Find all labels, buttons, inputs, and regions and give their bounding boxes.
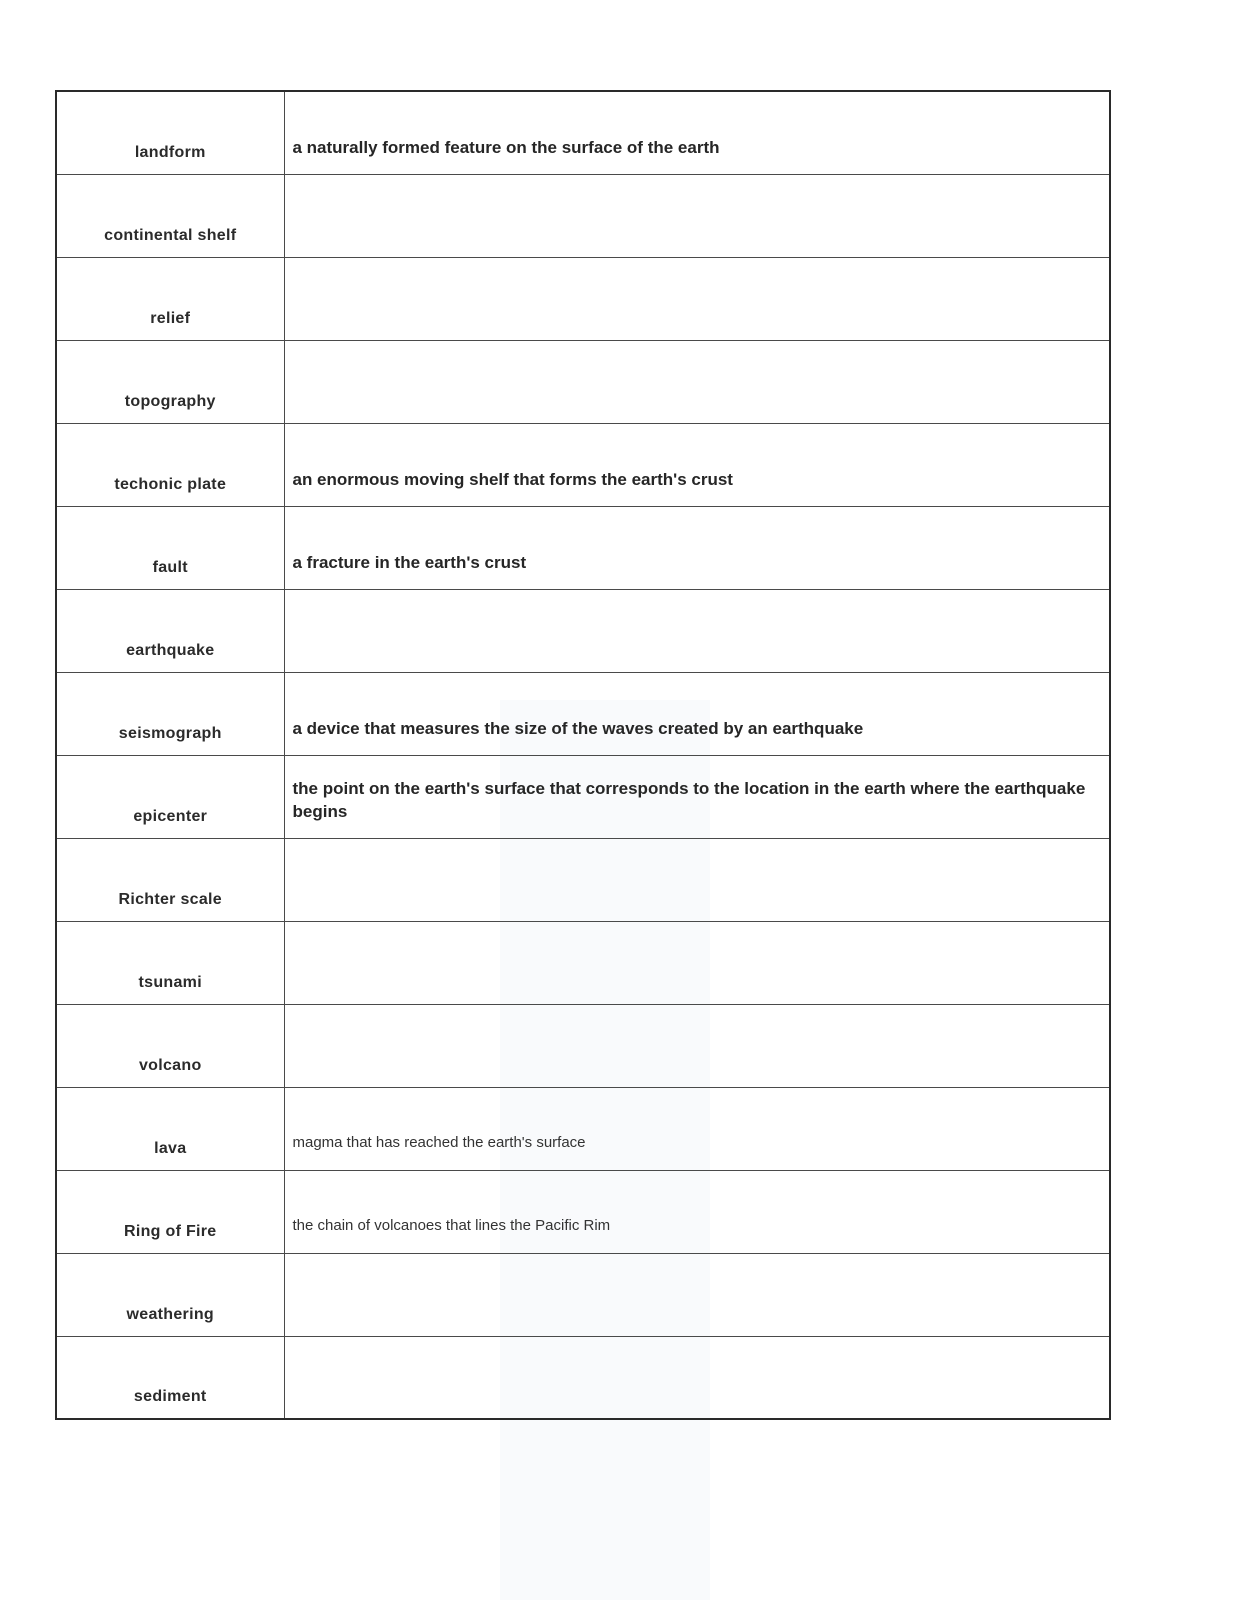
term-cell: lava bbox=[56, 1087, 284, 1170]
term-cell: volcano bbox=[56, 1004, 284, 1087]
definition-cell: an enormous moving shelf that forms the earth's crust bbox=[284, 423, 1110, 506]
definition-cell bbox=[284, 589, 1110, 672]
table-row bbox=[56, 755, 1110, 838]
term-cell: relief bbox=[56, 257, 284, 340]
term-cell: continental shelf bbox=[56, 174, 284, 257]
definition-cell: a fracture in the earth's crust bbox=[284, 506, 1110, 589]
table-row bbox=[56, 589, 1110, 672]
table-row bbox=[56, 672, 1110, 755]
table-row bbox=[56, 1004, 1110, 1087]
term-cell: weathering bbox=[56, 1253, 284, 1336]
term-cell: earthquake bbox=[56, 589, 284, 672]
table-row bbox=[56, 423, 1110, 506]
definition-cell bbox=[284, 1004, 1110, 1087]
term-cell: fault bbox=[56, 506, 284, 589]
table-row bbox=[56, 838, 1110, 921]
definition-cell: the point on the earth's surface that corresponds to the location in the earth where the earthquake begins bbox=[284, 755, 1110, 838]
table-row bbox=[56, 921, 1110, 1004]
table-row bbox=[56, 1253, 1110, 1336]
definition-cell bbox=[284, 921, 1110, 1004]
vocabulary-table bbox=[55, 90, 1111, 1420]
table-row bbox=[56, 340, 1110, 423]
term-cell: tsunami bbox=[56, 921, 284, 1004]
definition-cell bbox=[284, 174, 1110, 257]
table-row bbox=[56, 91, 1110, 174]
definition-cell bbox=[284, 838, 1110, 921]
table-row bbox=[56, 506, 1110, 589]
definition-cell: magma that has reached the earth's surface bbox=[284, 1087, 1110, 1170]
term-cell: techonic plate bbox=[56, 423, 284, 506]
term-cell: Richter scale bbox=[56, 838, 284, 921]
definition-cell: the chain of volcanoes that lines the Pacific Rim bbox=[284, 1170, 1110, 1253]
definition-cell: a naturally formed feature on the surface of the earth bbox=[284, 91, 1110, 174]
term-cell: epicenter bbox=[56, 755, 284, 838]
table-row bbox=[56, 1170, 1110, 1253]
term-cell: seismograph bbox=[56, 672, 284, 755]
table-row bbox=[56, 257, 1110, 340]
term-cell: landform bbox=[56, 91, 284, 174]
definition-cell bbox=[284, 257, 1110, 340]
term-cell: sediment bbox=[56, 1336, 284, 1419]
table-row bbox=[56, 1087, 1110, 1170]
definition-cell bbox=[284, 340, 1110, 423]
table-row bbox=[56, 1336, 1110, 1419]
term-cell: topography bbox=[56, 340, 284, 423]
vocab-table-body bbox=[56, 91, 1110, 1419]
term-cell: Ring of Fire bbox=[56, 1170, 284, 1253]
definition-cell: a device that measures the size of the waves created by an earthquake bbox=[284, 672, 1110, 755]
definition-cell bbox=[284, 1253, 1110, 1336]
table-row bbox=[56, 174, 1110, 257]
definition-cell bbox=[284, 1336, 1110, 1419]
